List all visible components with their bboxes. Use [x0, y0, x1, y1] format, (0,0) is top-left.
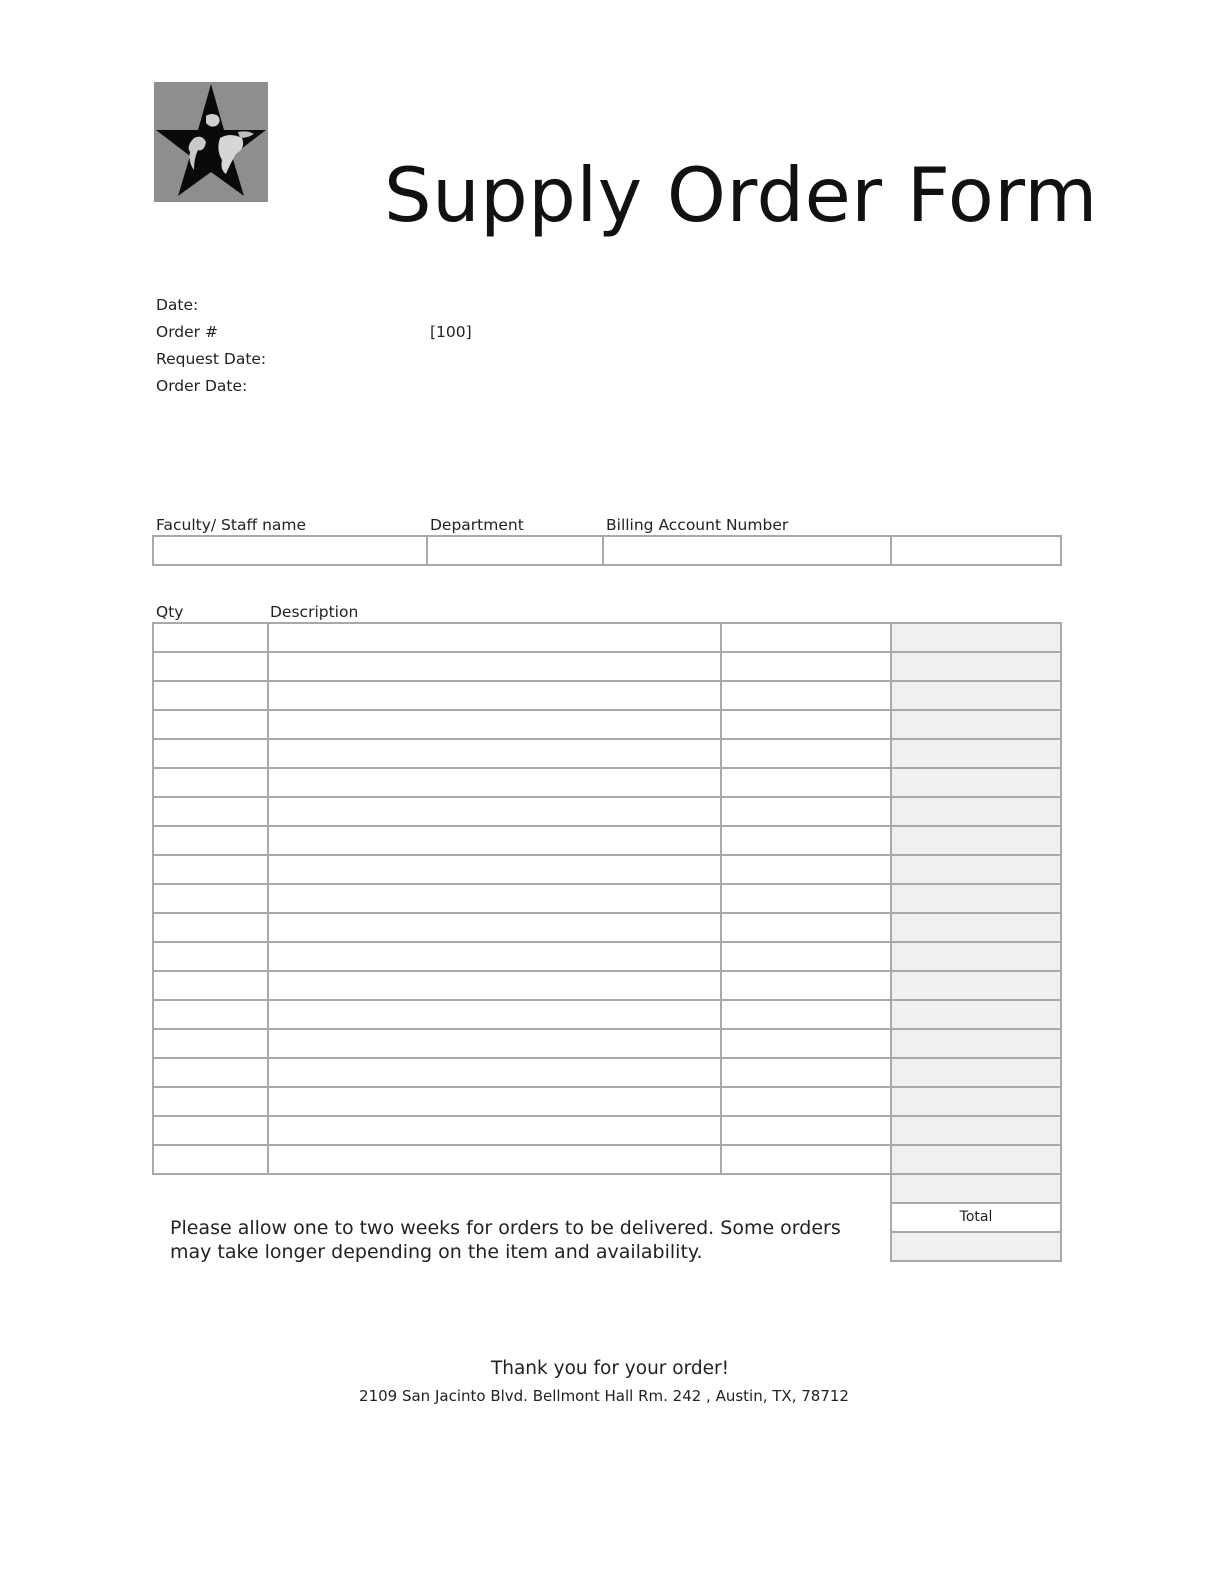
amount-cell[interactable]	[890, 798, 1062, 827]
thank-you-message: Thank you for your order!	[490, 1358, 730, 1379]
unit-price-cell[interactable]	[722, 1001, 892, 1030]
table-row	[152, 769, 892, 798]
unit-price-cell[interactable]	[722, 682, 892, 711]
table-row	[152, 1001, 892, 1030]
qty-cell[interactable]	[152, 1146, 269, 1175]
description-cell[interactable]	[269, 740, 722, 769]
description-cell[interactable]	[269, 972, 722, 1001]
unit-price-cell[interactable]	[722, 827, 892, 856]
qty-cell[interactable]	[152, 1001, 269, 1030]
amount-cell[interactable]	[890, 1117, 1062, 1146]
table-row	[152, 1059, 892, 1088]
qty-cell[interactable]	[152, 914, 269, 943]
faculty-staff-name-label: Faculty/ Staff name	[156, 516, 307, 534]
delivery-note: Please allow one to two weeks for orders to be delivered. Some orders may take longer depending on the item and availability.	[170, 1217, 841, 1263]
unit-price-cell[interactable]	[722, 972, 892, 1001]
unit-price-cell[interactable]	[722, 885, 892, 914]
unit-price-cell[interactable]	[722, 653, 892, 682]
amount-cell[interactable]	[890, 972, 1062, 1001]
address: 2109 San Jacinto Blvd. Bellmont Hall Rm. 242 , Austin, TX, 78712	[359, 1387, 849, 1405]
description-cell[interactable]	[269, 711, 722, 740]
qty-cell[interactable]	[152, 711, 269, 740]
billing-account-number-label: Billing Account Number	[606, 516, 789, 534]
qty-cell[interactable]	[152, 856, 269, 885]
amount-cell[interactable]	[890, 682, 1062, 711]
price-column	[890, 622, 1062, 1262]
qty-cell[interactable]	[152, 943, 269, 972]
description-cell[interactable]	[269, 914, 722, 943]
description-cell[interactable]	[269, 1088, 722, 1117]
table-row	[152, 914, 892, 943]
description-cell[interactable]	[269, 885, 722, 914]
qty-cell[interactable]	[152, 682, 269, 711]
table-row	[152, 1117, 892, 1146]
amount-cell[interactable]	[890, 885, 1062, 914]
qty-cell[interactable]	[152, 1117, 269, 1146]
order-number-label: Order #	[156, 323, 218, 341]
billing-account-number-field[interactable]	[604, 537, 890, 564]
description-cell[interactable]	[269, 798, 722, 827]
total-value-cell[interactable]	[890, 1233, 1062, 1262]
qty-cell[interactable]	[152, 885, 269, 914]
unit-price-cell[interactable]	[722, 798, 892, 827]
table-row	[152, 624, 892, 653]
divider	[426, 535, 428, 566]
date-label: Date:	[156, 296, 199, 314]
qty-cell[interactable]	[152, 1030, 269, 1059]
amount-cell[interactable]	[890, 1059, 1062, 1088]
description-cell[interactable]	[269, 624, 722, 653]
qty-cell[interactable]	[152, 1059, 269, 1088]
amount-cell[interactable]	[890, 914, 1062, 943]
table-row	[152, 1030, 892, 1059]
amount-cell[interactable]	[890, 769, 1062, 798]
department-field[interactable]	[429, 537, 602, 564]
table-row	[152, 711, 892, 740]
unit-price-cell[interactable]	[722, 711, 892, 740]
table-row	[152, 798, 892, 827]
description-cell[interactable]	[269, 653, 722, 682]
unit-price-cell[interactable]	[722, 1059, 892, 1088]
qty-cell[interactable]	[152, 624, 269, 653]
unit-price-cell[interactable]	[722, 914, 892, 943]
amount-cell[interactable]	[890, 653, 1062, 682]
table-row	[152, 1146, 892, 1175]
unit-price-cell[interactable]	[722, 624, 892, 653]
table-row	[152, 972, 892, 1001]
qty-cell[interactable]	[152, 972, 269, 1001]
description-cell[interactable]	[269, 856, 722, 885]
amount-cell[interactable]	[890, 1146, 1062, 1175]
divider	[890, 535, 892, 566]
qty-cell[interactable]	[152, 769, 269, 798]
order-number-value[interactable]: [100]	[430, 323, 472, 341]
total-label: Total	[890, 1204, 1062, 1233]
qty-column-header: Qty	[156, 603, 184, 621]
description-cell[interactable]	[269, 827, 722, 856]
amount-cell[interactable]	[890, 856, 1062, 885]
qty-cell[interactable]	[152, 798, 269, 827]
amount-cell[interactable]	[890, 827, 1062, 856]
unit-price-cell[interactable]	[722, 1088, 892, 1117]
subtotal-cell[interactable]	[890, 1175, 1062, 1204]
amount-cell[interactable]	[890, 622, 1062, 653]
description-cell[interactable]	[269, 1146, 722, 1175]
amount-cell[interactable]	[890, 1088, 1062, 1117]
table-row	[152, 943, 892, 972]
unit-price-cell[interactable]	[722, 740, 892, 769]
star-globe-logo-icon	[154, 82, 268, 202]
items-table	[152, 624, 892, 1175]
qty-cell[interactable]	[152, 740, 269, 769]
unit-price-cell[interactable]	[722, 943, 892, 972]
unit-price-cell[interactable]	[722, 1146, 892, 1175]
qty-cell[interactable]	[152, 827, 269, 856]
description-cell[interactable]	[269, 769, 722, 798]
qty-cell[interactable]	[152, 1088, 269, 1117]
table-row	[152, 856, 892, 885]
department-label: Department	[430, 516, 524, 534]
amount-cell[interactable]	[890, 943, 1062, 972]
description-cell[interactable]	[269, 1030, 722, 1059]
amount-cell[interactable]	[890, 740, 1062, 769]
faculty-staff-name-field[interactable]	[154, 537, 427, 564]
unit-price-cell[interactable]	[722, 1030, 892, 1059]
table-row	[152, 653, 892, 682]
description-column-header: Description	[270, 603, 359, 621]
amount-cell[interactable]	[890, 711, 1062, 740]
amount-cell[interactable]	[890, 1001, 1062, 1030]
table-row	[152, 682, 892, 711]
divider	[602, 535, 604, 566]
description-cell[interactable]	[269, 682, 722, 711]
order-date-label: Order Date:	[156, 377, 248, 395]
amount-cell[interactable]	[890, 1030, 1062, 1059]
table-row	[152, 827, 892, 856]
unit-price-cell[interactable]	[722, 769, 892, 798]
page-title: Supply Order Form	[384, 151, 1098, 240]
description-cell[interactable]	[269, 943, 722, 972]
table-row	[152, 740, 892, 769]
table-row	[152, 885, 892, 914]
description-cell[interactable]	[269, 1001, 722, 1030]
unit-price-cell[interactable]	[722, 1117, 892, 1146]
unit-price-cell[interactable]	[722, 856, 892, 885]
description-cell[interactable]	[269, 1059, 722, 1088]
requester-extra-field[interactable]	[892, 537, 1060, 564]
qty-cell[interactable]	[152, 653, 269, 682]
table-row	[152, 1088, 892, 1117]
description-cell[interactable]	[269, 1117, 722, 1146]
request-date-label: Request Date:	[156, 350, 267, 368]
